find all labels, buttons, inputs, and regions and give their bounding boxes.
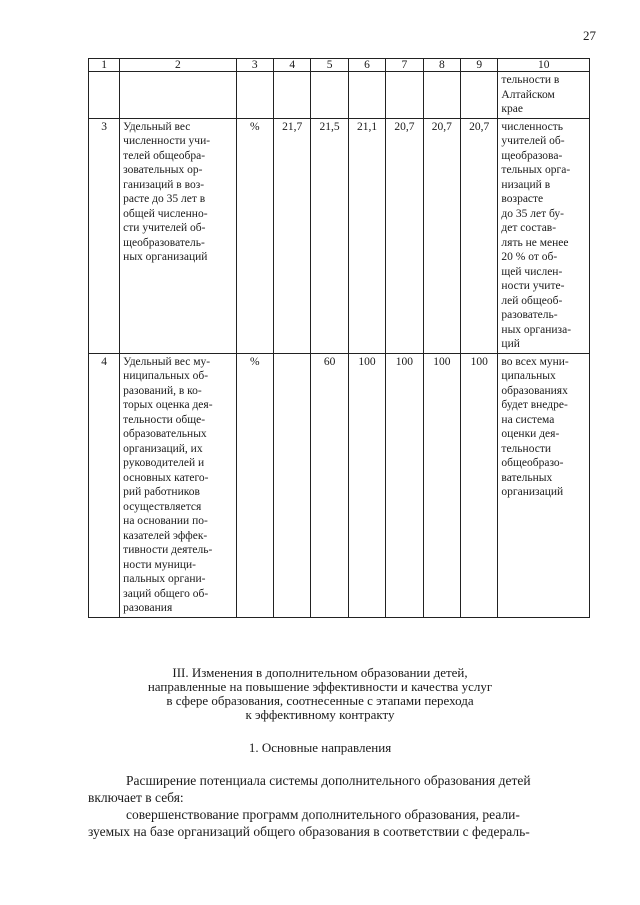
paragraph <box>88 772 590 806</box>
column-header: 9 <box>461 59 498 72</box>
column-header: 3 <box>236 59 273 72</box>
value-cell: 100 <box>423 353 460 617</box>
value-cell <box>273 353 310 617</box>
note-line: крае <box>501 103 523 115</box>
column-header: 8 <box>423 59 460 72</box>
note-line: до 35 лет бу- <box>501 207 565 220</box>
indicators-table <box>88 58 590 618</box>
note-line: общеобразо- <box>501 457 564 469</box>
value-cell: 100 <box>386 353 423 617</box>
indicator-line: ниципальных об- <box>123 370 209 382</box>
paragraph <box>88 806 590 840</box>
note-line: ципальных <box>501 370 556 382</box>
indicator-cell <box>120 353 236 617</box>
note-line: будет внедре- <box>501 399 568 411</box>
note-line: вательных <box>501 471 553 484</box>
value-cell <box>273 72 310 119</box>
column-header: 10 <box>498 59 590 72</box>
indicator-cell <box>120 72 236 119</box>
value-cell: 21,1 <box>348 118 385 353</box>
indicator-line: образовательных <box>123 428 207 440</box>
note-line: 20 % от об- <box>501 251 558 263</box>
indicator-line: ных организаций <box>123 251 208 263</box>
page-number: 27 <box>583 28 596 43</box>
value-cell: 21,7 <box>273 118 310 353</box>
section-heading <box>0 666 640 722</box>
value-cell: 20,7 <box>461 118 498 353</box>
note-line: щеобразова- <box>501 149 563 162</box>
note-line: Алтайском <box>501 88 555 101</box>
indicator-line: Удельный вес <box>123 120 191 133</box>
note-line: ности учите- <box>501 280 565 292</box>
indicator-line: на основании по- <box>123 515 208 527</box>
indicator-line: зовательных ор- <box>123 164 203 176</box>
indicator-line: казателей эффек- <box>123 529 208 542</box>
indicator-line: заций общего об- <box>123 587 209 600</box>
note-line: во всех муни- <box>501 355 569 368</box>
row-number-cell: 3 <box>89 118 120 353</box>
indicator-line: торых оценка дея- <box>123 399 213 411</box>
value-cell: 100 <box>348 353 385 617</box>
column-header: 4 <box>273 59 310 72</box>
indicator-line: ганизаций в воз- <box>123 178 205 191</box>
indicator-line: численности учи- <box>123 135 211 147</box>
note-line: лять не менее <box>501 236 569 249</box>
value-cell <box>423 72 460 119</box>
indicator-line: общей численно- <box>123 207 208 220</box>
note-line: учителей об- <box>501 135 565 147</box>
column-header: 7 <box>386 59 423 72</box>
indicator-line: разования <box>123 602 173 614</box>
section-heading-line: к эффективному контракту <box>245 707 395 722</box>
note-cell <box>498 72 590 119</box>
section-heading-line: направленные на повышение эффективности и качества услуг <box>147 679 493 694</box>
paragraph-line: зуемых на базе организаций общего образования в соответствии с федераль- <box>88 824 530 839</box>
value-cell: 20,7 <box>423 118 460 353</box>
indicator-line: ности муници- <box>123 558 196 571</box>
value-cell <box>311 72 348 119</box>
indicator-line: разований, в ко- <box>123 384 202 397</box>
note-cell <box>498 118 590 353</box>
note-line: тельности <box>501 442 552 455</box>
note-line: организаций <box>501 486 564 498</box>
value-cell <box>461 72 498 119</box>
note-line: оценки дея- <box>501 428 560 440</box>
indicator-line: тельности обще- <box>123 413 206 426</box>
note-line: тельных орга- <box>501 164 571 176</box>
column-header: 5 <box>311 59 348 72</box>
value-cell: 100 <box>461 353 498 617</box>
note-line: разователь- <box>501 309 558 321</box>
note-line: дет состав- <box>501 222 557 234</box>
indicator-line: рий работников <box>123 486 200 498</box>
value-cell: 20,7 <box>386 118 423 353</box>
note-cell <box>498 353 590 617</box>
note-line: ций <box>501 338 520 350</box>
indicator-line: сти учителей об- <box>123 222 206 234</box>
indicator-cell <box>120 118 236 353</box>
table-header-row <box>89 59 590 72</box>
indicator-line: расте до 35 лет в <box>123 193 206 205</box>
table-row <box>89 353 590 617</box>
indicator-line: организаций, их <box>123 442 203 455</box>
indicator-line: руководителей и <box>123 457 205 469</box>
indicator-line: тивности деятель- <box>123 544 213 556</box>
column-header: 2 <box>120 59 236 72</box>
indicator-line: основных катего- <box>123 471 209 484</box>
section-heading-line: III. Изменения в дополнительном образовании детей, <box>172 665 468 680</box>
section-heading-line: в сфере образования, соотнесенные с этапами перехода <box>166 693 474 708</box>
column-header: 6 <box>348 59 385 72</box>
unit-cell: % <box>236 353 273 617</box>
subsection-heading: 1. Основные направления <box>248 740 392 755</box>
note-line: численность <box>501 120 564 133</box>
note-line: образованиях <box>501 384 568 397</box>
paragraph-line: совершенствование программ дополнительного образования, реали- <box>126 807 520 822</box>
row-number-cell: 4 <box>89 353 120 617</box>
note-line: на система <box>501 413 555 426</box>
note-line: возрасте <box>501 193 544 205</box>
indicator-line: осуществляется <box>123 500 202 513</box>
value-cell <box>386 72 423 119</box>
note-line: тельности в <box>501 74 560 86</box>
value-cell <box>348 72 385 119</box>
row-number-cell <box>89 72 120 119</box>
value-cell: 21,5 <box>311 118 348 353</box>
note-line: лей общеоб- <box>501 294 563 307</box>
table-row <box>89 118 590 353</box>
table-row <box>89 72 590 119</box>
paragraph-line: включает в себя: <box>88 790 184 805</box>
column-header: 1 <box>89 59 120 72</box>
indicator-line: щеобразователь- <box>123 236 205 249</box>
note-line: ных организа- <box>501 323 572 336</box>
paragraph-line: Расширение потенциала системы дополнительного образования детей <box>126 773 531 788</box>
unit-cell: % <box>236 118 273 353</box>
indicator-line: пальных органи- <box>123 573 206 585</box>
value-cell: 60 <box>311 353 348 617</box>
note-line: щей числен- <box>501 265 563 278</box>
indicator-line: телей общеобра- <box>123 149 206 162</box>
indicator-line: Удельный вес му- <box>123 355 211 368</box>
note-line: низаций в <box>501 178 551 191</box>
unit-cell <box>236 72 273 119</box>
